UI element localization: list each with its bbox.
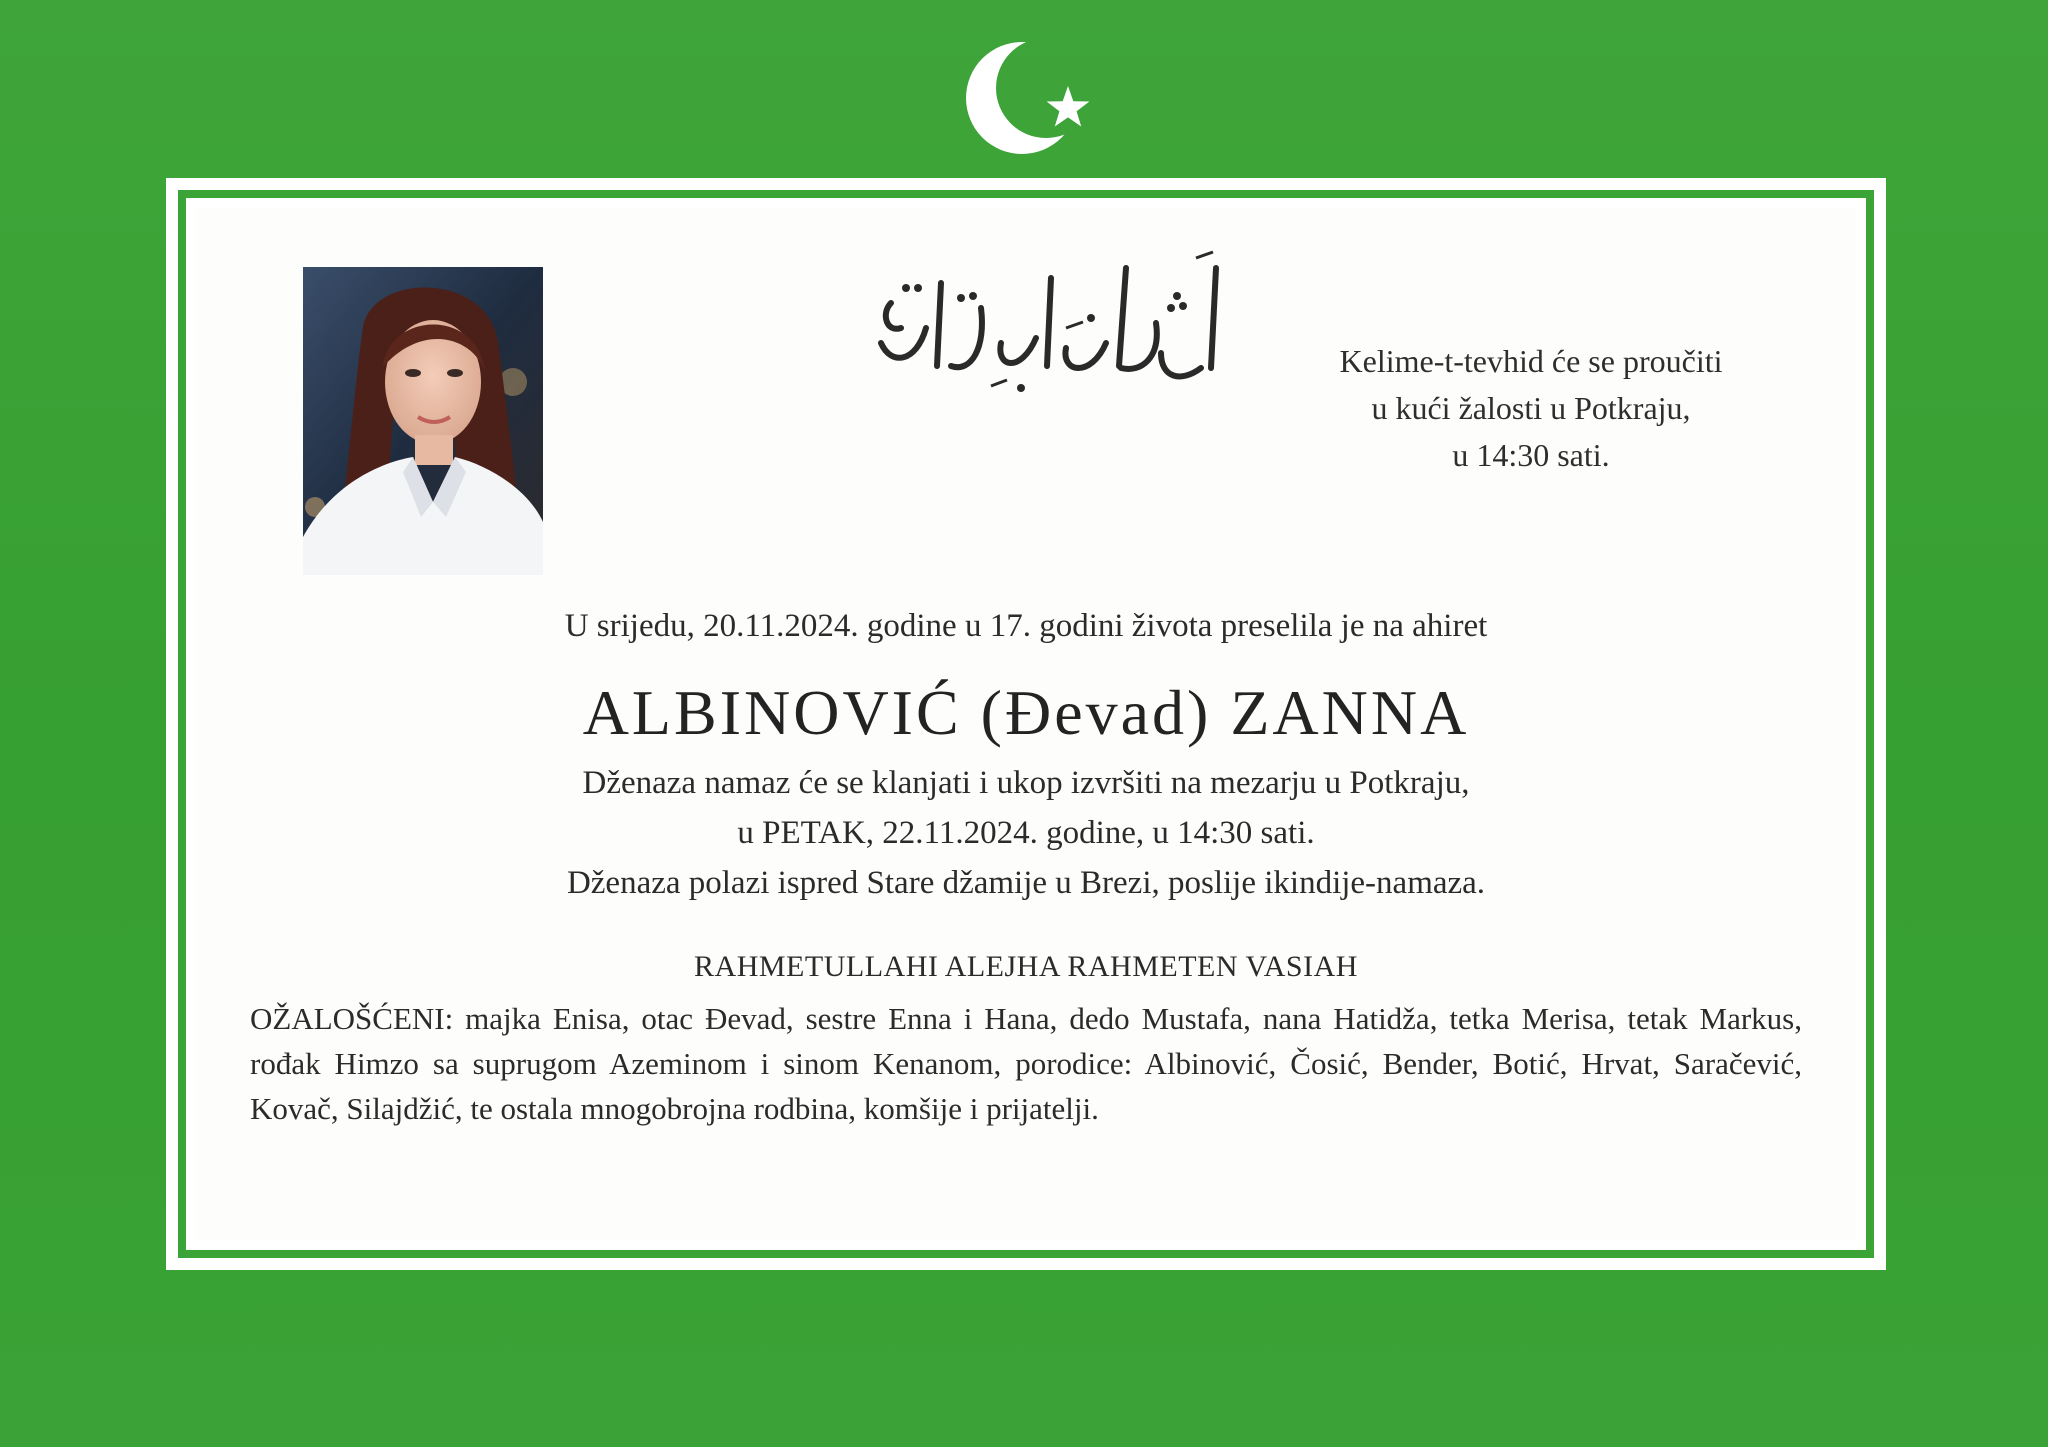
side-note-line-1: Kelime-t-tevhid će se proučiti	[1339, 343, 1723, 379]
funeral-line-2: u PETAK, 22.11.2024. godine, u 14:30 sati.	[737, 815, 1315, 851]
deceased-name: ALBINOVIĆ (Đevad) ZANNA	[582, 677, 1470, 748]
side-note-line-3: u 14:30 sati.	[1452, 437, 1610, 473]
card-frame	[178, 190, 1874, 1258]
intro-text: U srijedu, 20.11.2024. godine u 17. godini života preselila je na ahiret	[564, 608, 1488, 644]
funeral-details	[196, 758, 1856, 908]
portrait-photo	[303, 267, 543, 575]
funeral-line-3: Dženaza polazi ispred Stare džamije u Brezi, poslije ikindije-namaza.	[566, 865, 1486, 901]
arabic-calligraphy-heading	[861, 248, 1241, 398]
crescent-star-icon	[960, 28, 1100, 168]
funeral-line-1: Dženaza namaz će se klanjati i ukop izvršiti na mezarju u Potkraju,	[582, 765, 1470, 801]
side-note-line-2: u kući žalosti u Potkraju,	[1371, 390, 1691, 426]
obituary-card	[166, 178, 1886, 1270]
prayer-line: RAHMETULLAHI ALEJHA RAHMETEN VASIAH	[694, 950, 1358, 983]
kelime-tevhid-note	[1291, 338, 1771, 479]
card-content	[196, 208, 1856, 1240]
mourners-list: OŽALOŠĆENI: majka Enisa, otac Đevad, sestre Enna i Hana, dedo Mustafa, nana Hatidža, tetka Merisa, tetak Markus, rođak Himzo sa suprugom Azeminom i sinom Kenanom, porodice: Albinović, Čosić, Bender, Botić, Hrvat, Saračević, Kovač, Silajdžić, te ostala mnogobrojna rodbina, komšije i prijatelji.	[250, 1001, 1802, 1126]
